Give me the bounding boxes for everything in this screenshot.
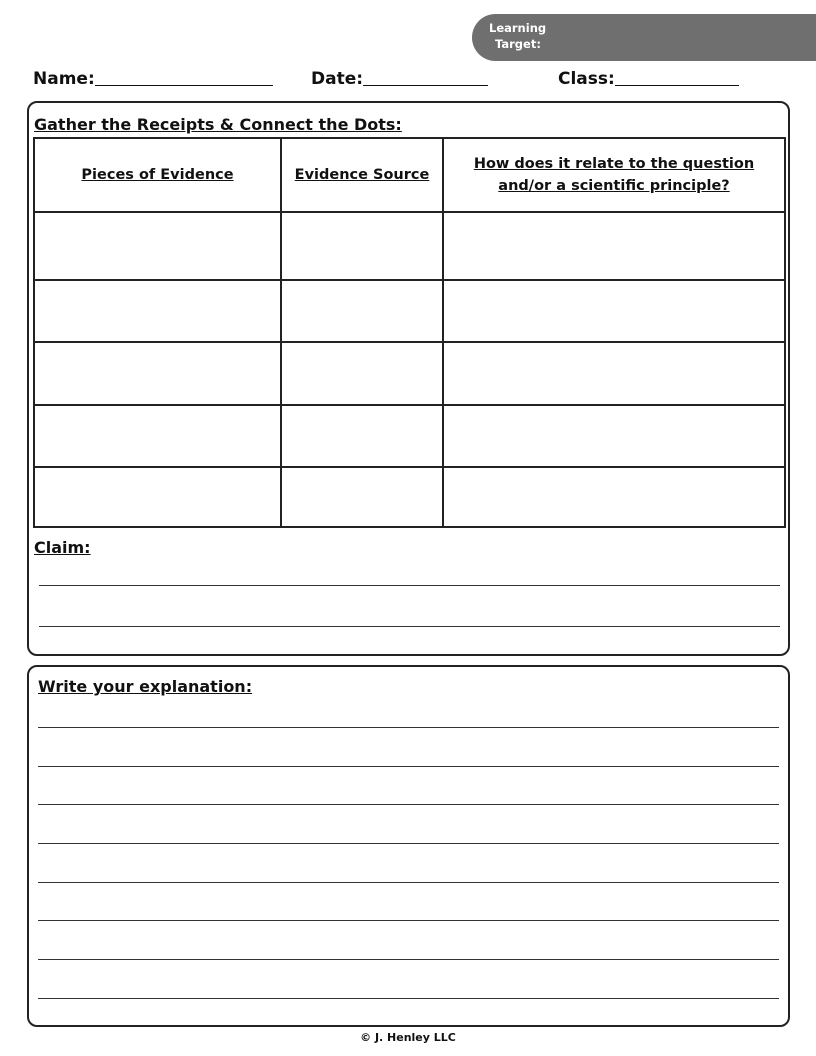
evidence-table [33,137,786,528]
copyright-footer: © J. Henley LLC [360,1031,456,1044]
explanation-line[interactable] [38,804,779,805]
explanation-card [27,665,790,1027]
table-row [34,280,785,342]
evidence-section-title: Gather the Receipts & Connect the Dots: [34,115,402,134]
date-field[interactable]: Date: [311,67,488,89]
relation-cell[interactable] [443,342,785,405]
explanation-title: Write your explanation: [38,677,253,696]
evidence-cell[interactable] [34,212,281,280]
relation-cell[interactable] [443,405,785,467]
column-header-evidence: Pieces of Evidence [34,138,281,212]
source-cell[interactable] [281,212,443,280]
relation-cell[interactable] [443,467,785,527]
evidence-cell[interactable] [34,467,281,527]
source-cell[interactable] [281,467,443,527]
explanation-line[interactable] [38,920,779,921]
claim-title: Claim: [34,538,91,557]
class-blank[interactable] [615,67,739,86]
evidence-cell[interactable] [34,280,281,342]
class-field[interactable]: Class: [558,67,739,89]
claim-line[interactable] [39,626,780,627]
evidence-cell[interactable] [34,405,281,467]
column-header-source: Evidence Source [281,138,443,212]
learning-target-label: Learning Target: [489,21,547,51]
column-header-relation: How does it relate to the question and/or a scientific principle? [443,138,785,212]
explanation-line[interactable] [38,766,779,767]
name-blank[interactable] [95,67,273,86]
explanation-line[interactable] [38,998,779,999]
claim-line[interactable] [39,585,780,586]
explanation-line[interactable] [38,882,779,883]
table-row [34,212,785,280]
relation-cell[interactable] [443,212,785,280]
explanation-line[interactable] [38,843,779,844]
relation-cell[interactable] [443,280,785,342]
evidence-cell[interactable] [34,342,281,405]
explanation-line[interactable] [38,727,779,728]
source-cell[interactable] [281,405,443,467]
name-field[interactable]: Name: [33,67,273,89]
table-header-row [34,138,785,212]
date-blank[interactable] [363,67,488,86]
table-row [34,342,785,405]
source-cell[interactable] [281,280,443,342]
explanation-line[interactable] [38,959,779,960]
source-cell[interactable] [281,342,443,405]
table-row [34,467,785,527]
table-row [34,405,785,467]
